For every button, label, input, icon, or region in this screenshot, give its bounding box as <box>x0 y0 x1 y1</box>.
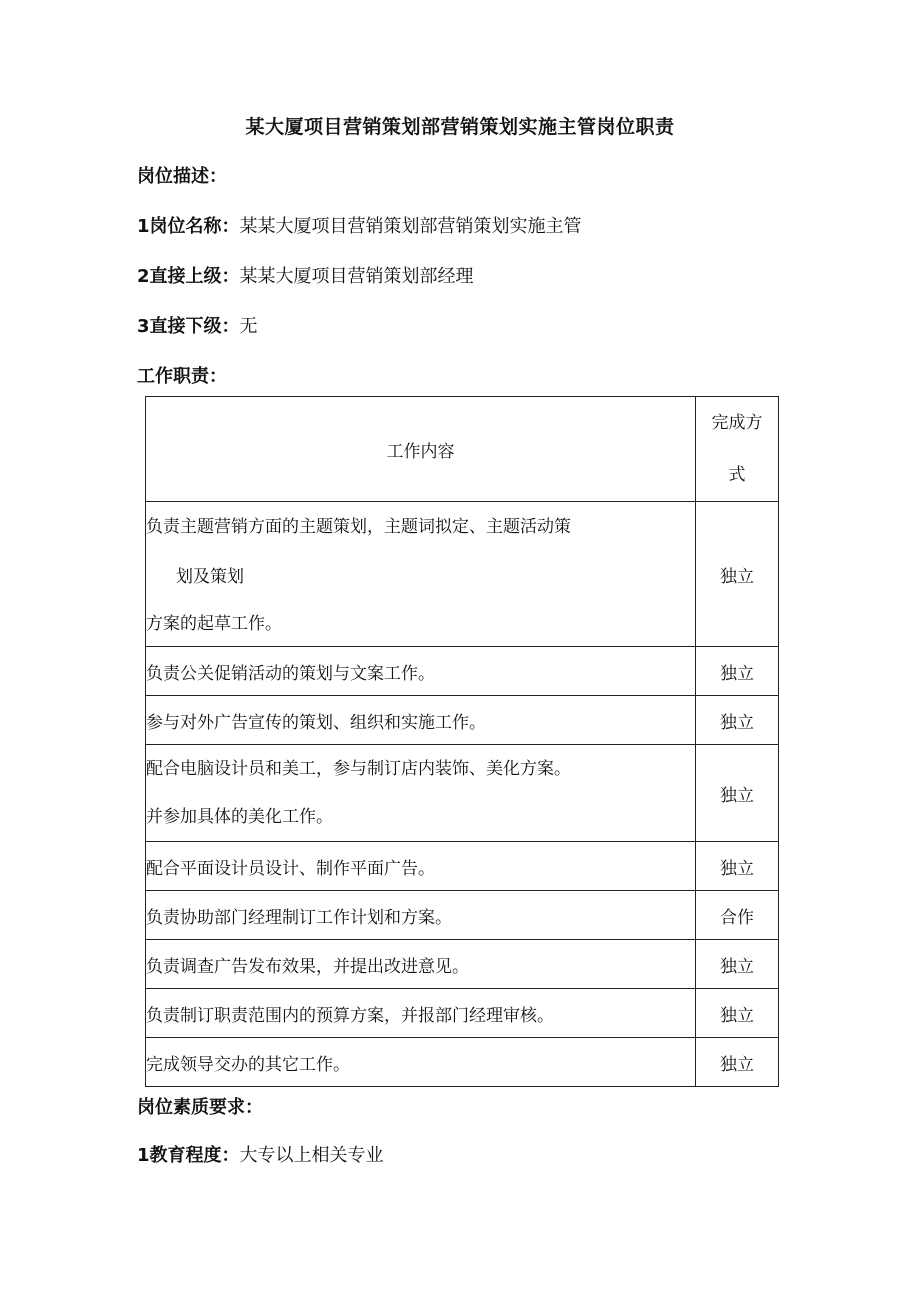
table-row <box>146 745 779 842</box>
field-value: 大专以上相关专业 <box>239 1145 384 1166</box>
duty-content: 负责公关促销活动的策划与文案工作。 <box>146 647 696 696</box>
description-heading: 岗位描述： <box>137 166 227 187</box>
field-value: 无 <box>239 316 258 337</box>
duty-content: 参与对外广告宣传的策划、组织和实施工作。 <box>146 696 696 745</box>
field-position-name <box>137 212 582 238</box>
table-row <box>146 502 779 647</box>
duty-mode: 独立 <box>696 940 779 989</box>
duty-content: 完成领导交办的其它工作。 <box>146 1038 696 1087</box>
field-label: 3直接下级： <box>137 316 240 337</box>
header-mode-line2: 式 <box>728 465 746 485</box>
field-direct-superior <box>137 262 474 288</box>
duty-content <box>146 502 696 647</box>
duty-mode: 独立 <box>696 745 779 842</box>
duty-mode: 独立 <box>696 696 779 745</box>
duty-line: 方案的起草工作。 <box>146 614 282 634</box>
duties-heading: 工作职责： <box>137 366 227 387</box>
duty-line: 负责主题营销方面的主题策划，主题词拟定、主题活动策 <box>146 517 571 537</box>
duty-mode: 独立 <box>696 842 779 891</box>
table-row <box>146 891 779 940</box>
field-value: 某某大厦项目营销策划部营销策划实施主管 <box>239 216 582 237</box>
table-row <box>146 989 779 1038</box>
duty-line: 配合电脑设计员和美工，参与制订店内装饰、美化方案。 <box>146 759 571 779</box>
duty-mode: 独立 <box>696 647 779 696</box>
field-label: 1岗位名称： <box>137 216 240 237</box>
header-mode-line1: 完成方 <box>711 413 763 433</box>
duty-content <box>146 745 696 842</box>
header-completion-mode <box>696 397 779 502</box>
table-row <box>146 647 779 696</box>
duty-content: 配合平面设计员设计、制作平面广告。 <box>146 842 696 891</box>
duty-content: 负责协助部门经理制订工作计划和方案。 <box>146 891 696 940</box>
table-row <box>146 940 779 989</box>
duty-mode: 独立 <box>696 1038 779 1087</box>
duty-mode: 独立 <box>696 989 779 1038</box>
field-value: 某某大厦项目营销策划部经理 <box>239 266 474 287</box>
table-header-row <box>146 397 779 502</box>
document-title: 某大厦项目营销策划部营销策划实施主管岗位职责 <box>245 116 675 138</box>
field-label: 2直接上级： <box>137 266 240 287</box>
table-row <box>146 696 779 745</box>
header-work-content: 工作内容 <box>146 397 696 502</box>
requirement-education <box>137 1141 384 1167</box>
field-direct-subordinate <box>137 312 258 338</box>
table-row <box>146 1038 779 1087</box>
duty-mode: 合作 <box>696 891 779 940</box>
requirements-heading: 岗位素质要求： <box>137 1097 263 1118</box>
duties-table <box>145 396 779 1087</box>
field-label: 1教育程度： <box>137 1145 240 1166</box>
duty-line: 划及策划 <box>176 567 244 587</box>
table-row <box>146 842 779 891</box>
duty-content: 负责制订职责范围内的预算方案，并报部门经理审核。 <box>146 989 696 1038</box>
duty-content: 负责调查广告发布效果，并提出改进意见。 <box>146 940 696 989</box>
duty-line: 并参加具体的美化工作。 <box>146 807 333 827</box>
duty-mode: 独立 <box>696 502 779 647</box>
